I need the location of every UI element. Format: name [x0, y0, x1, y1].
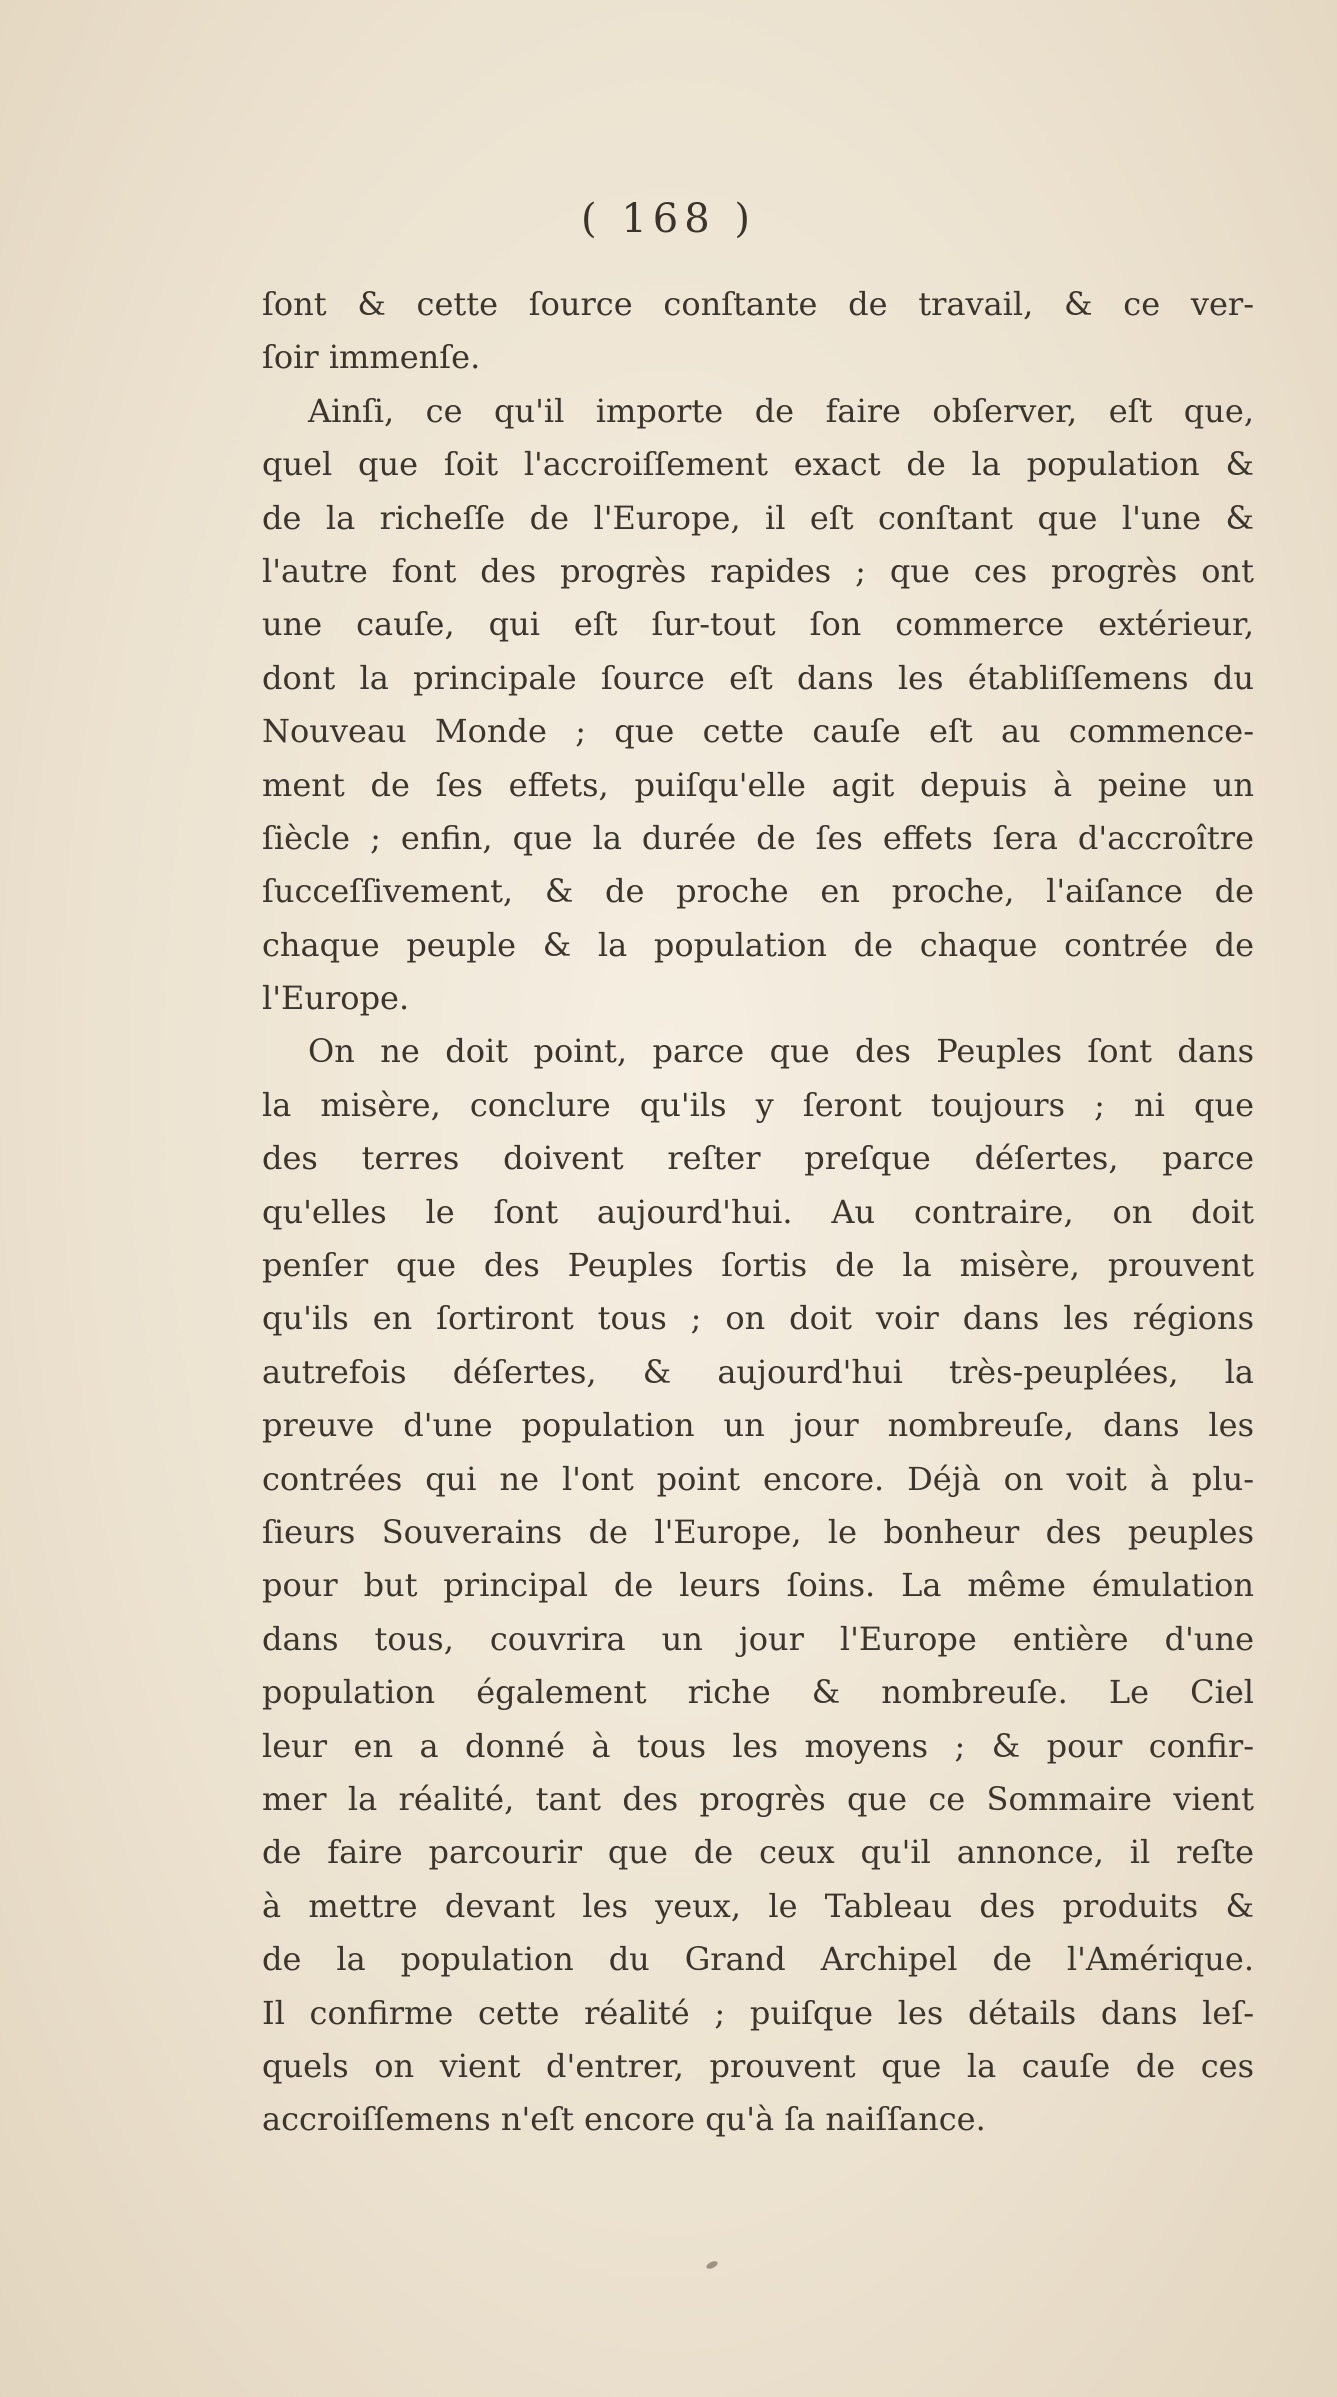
- text-line: accroiſſemens n'eſt encore qu'à ſa naiſſance.: [262, 2100, 986, 2139]
- text-line: de la richeſſe de l'Europe, il eſt conſtant que l'une &: [262, 498, 1254, 537]
- text-line: des terres doivent reſter preſque déſertes, parce: [262, 1139, 1254, 1178]
- text-line: qu'ils en ſortiront tous ; on doit voir dans les régions: [262, 1299, 1254, 1338]
- text-line: qu'elles le ſont aujourd'hui. Au contraire, on doit: [262, 1192, 1254, 1231]
- body-text: [262, 278, 1254, 2147]
- text-line: la misère, conclure qu'ils y ſeront toujours ; ni que: [262, 1085, 1254, 1124]
- text-line: contrées qui ne l'ont point encore. Déjà on voit à plu-: [262, 1459, 1254, 1498]
- text-line: Il confirme cette réalité ; puiſque les détails dans leſ-: [262, 1993, 1254, 2032]
- text-line: quels on vient d'entrer, prouvent que la cauſe de ces: [262, 2046, 1254, 2085]
- text-line: Nouveau Monde ; que cette cauſe eſt au commence-: [262, 712, 1254, 751]
- text-line: mer la réalité, tant des progrès que ce Sommaire vient: [262, 1779, 1254, 1818]
- text-line: population également riche & nombreuſe. Le Ciel: [262, 1673, 1254, 1712]
- text-line: à mettre devant les yeux, le Tableau des produits &: [262, 1886, 1254, 1925]
- text-line: On ne doit point, parce que des Peuples ſont dans: [308, 1032, 1254, 1071]
- text-line: l'autre font des progrès rapides ; que ces progrès ont: [262, 551, 1254, 590]
- text-line: ſucceſſivement, & de proche en proche, l'aiſance de: [262, 872, 1254, 911]
- text-line: une cauſe, qui eſt ſur-tout ſon commerce extérieur,: [262, 605, 1254, 644]
- text-line: preuve d'une population un jour nombreuſe, dans les: [262, 1406, 1254, 1445]
- text-line: de la population du Grand Archipel de l'Amérique.: [262, 1940, 1254, 1979]
- text-line: ſoir immenſe.: [262, 338, 481, 377]
- text-line: de faire parcourir que de ceux qu'il annonce, il reſte: [262, 1833, 1254, 1872]
- text-line: ſont & cette ſource conſtante de travail, & ce ver-: [262, 285, 1254, 323]
- text-line: l'Europe.: [262, 979, 410, 1018]
- text-line: quel que ſoit l'accroiſſement exact de la population &: [262, 445, 1254, 484]
- text-line: dans tous, couvrira un jour l'Europe entière d'une: [262, 1619, 1254, 1658]
- ink-speck: [705, 2260, 718, 2271]
- text-line: penſer que des Peuples ſortis de la misère, prouvent: [262, 1246, 1254, 1285]
- text-line: ment de ſes effets, puiſqu'elle agit depuis à peine un: [262, 765, 1254, 804]
- text-line: ſiècle ; enfin, que la durée de ſes effets ſera d'accroître: [262, 818, 1254, 857]
- text-line: leur en a donné à tous les moyens ; & pour confir-: [262, 1726, 1254, 1765]
- text-line: Ainſi, ce qu'il importe de faire obſerver, eſt que,: [308, 391, 1254, 430]
- text-line: pour but principal de leurs ſoins. La même émulation: [262, 1566, 1254, 1605]
- text-line: autrefois déſertes, & aujourd'hui très-peuplées, la: [262, 1352, 1254, 1391]
- text-line: dont la principale ſource eſt dans les établiſſemens du: [262, 658, 1254, 697]
- text-line: chaque peuple & la population de chaque contrée de: [262, 925, 1254, 964]
- page-number: ( 168 ): [581, 196, 756, 242]
- text-line: ſieurs Souverains de l'Europe, le bonheur des peuples: [262, 1512, 1254, 1551]
